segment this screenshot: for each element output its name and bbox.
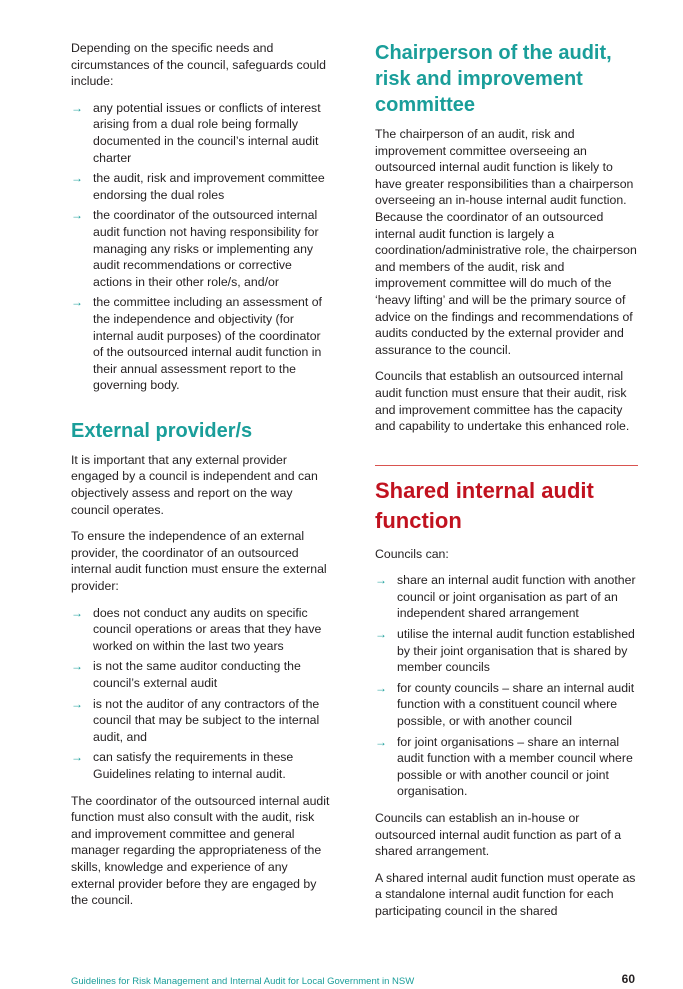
paragraph: Councils that establish an outsourced internal audit function must ensure that their audit, risk and improvement committee has the capacity and capability to undertake this enhanced role.	[375, 369, 630, 434]
right-column	[375, 40, 638, 930]
footer-title: Guidelines for Risk Management and Internal Audit for Local Government in NSW	[71, 976, 415, 987]
arrow-icon: →	[71, 208, 83, 223]
arrow-icon: →	[375, 573, 387, 588]
chairperson-heading: Chairperson of the audit, risk and improvement committee	[375, 42, 612, 116]
section-divider	[375, 465, 638, 466]
shared-options-list	[375, 572, 638, 800]
external-provider-heading: External provider/s	[71, 419, 253, 442]
safeguards-intro: Depending on the specific needs and circumstances of the council, safeguards could include:	[71, 41, 326, 89]
list-item: → for joint organisations – share an internal audit function with a member council where possible or with another council or joint organisation.	[375, 734, 633, 799]
arrow-icon: →	[375, 680, 387, 695]
list-item: → the audit, risk and improvement committee endorsing the dual roles	[71, 171, 325, 202]
arrow-icon: →	[71, 659, 83, 674]
paragraph: Councils can:	[375, 546, 449, 561]
arrow-icon: →	[71, 750, 83, 765]
paragraph: The chairperson of an audit, risk and improvement committee overseeing an outsourced internal audit function is likely to have greater responsibilities than a chairperson overseeing an in-house internal audit function. Because the coordinator of an outsourced internal audit function is largely a coordination/administrative role, the chairperson and members of the audit, risk and improvement committee will do much of the ‘heavy lifting’ and will be the primary source of advice on the findings and recommendations of audits conducted by the external provider and assurance to the council.	[375, 127, 637, 357]
paragraph: To ensure the independence of an external provider, the coordinator of an outsourced internal audit function must ensure the external provider:	[71, 529, 327, 594]
list-item: → the coordinator of the outsourced internal audit function not having responsibility for managing any risks or implementing any audit recommendations or corrective actions in their other role/s, and/or	[71, 208, 319, 289]
list-item: → is not the auditor of any contractors of the council that may be subject to the internal audit, and	[71, 696, 320, 744]
arrow-icon: →	[375, 627, 387, 642]
safeguards-list	[71, 100, 333, 394]
page-number: 60	[621, 972, 635, 986]
shared-function-heading: Shared internal audit function	[375, 477, 594, 533]
list-item: → does not conduct any audits on specific council operations or areas that they have worked on within the last two years	[71, 605, 322, 653]
list-item: → can satisfy the requirements in these Guidelines relating to internal audit.	[71, 750, 294, 781]
list-item: → the committee including an assessment of the independence and objectivity (for internal audit purposes) of the coordinator of the outsourced internal audit function in their annual assessment report to the governing body.	[71, 295, 322, 393]
external-provider-list	[71, 605, 333, 783]
paragraph: It is important that any external provider engaged by a council is independent and can objectively assess and report on the way council operates.	[71, 452, 318, 517]
arrow-icon: →	[375, 734, 387, 749]
list-item: → share an internal audit function with another council or joint organisation as part of an independent shared arrangement	[375, 573, 636, 621]
list-item: → is not the same auditor conducting the council’s external audit	[71, 659, 301, 690]
left-column	[71, 40, 333, 919]
list-item: → utilise the internal audit function established by their joint organisation that is shared by member councils	[375, 627, 635, 675]
arrow-icon: →	[71, 295, 83, 310]
list-item: → any potential issues or conflicts of interest arising from a dual role being formally documented in the council’s internal audit charter	[71, 100, 321, 165]
arrow-icon: →	[71, 605, 83, 620]
arrow-icon: →	[71, 100, 83, 115]
arrow-icon: →	[71, 696, 83, 711]
list-item: → for county councils – share an internal audit function with a constituent council where possible, or with another council	[375, 680, 635, 729]
paragraph: A shared internal audit function must operate as a standalone internal audit function for each participating council in the shared	[375, 870, 636, 918]
paragraph: The coordinator of the outsourced internal audit function must also consult with the audit, risk and improvement committee and general manager regarding the appropriateness of the skills, knowledge and experience of any external provider before they are engaged by the council.	[71, 793, 330, 908]
paragraph: Councils can establish an in-house or outsourced internal audit function as part of a shared arrangement.	[375, 811, 622, 859]
arrow-icon: →	[71, 171, 83, 186]
